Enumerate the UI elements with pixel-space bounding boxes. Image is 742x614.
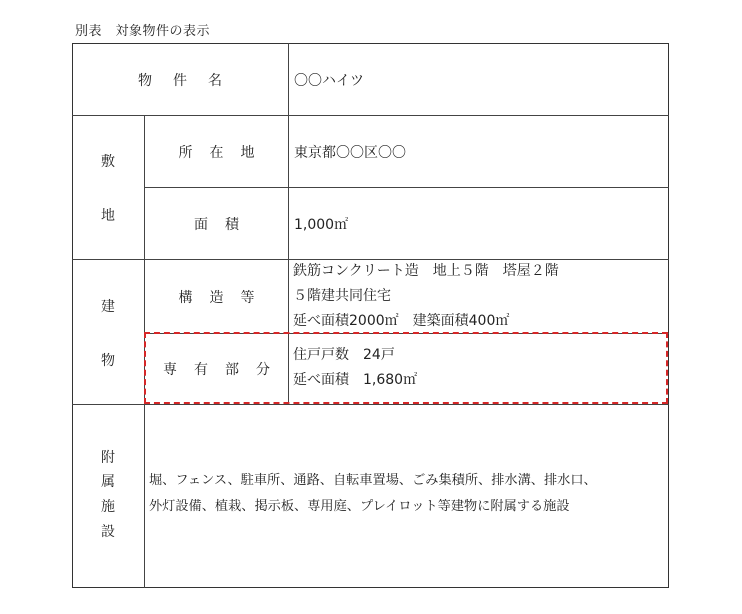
exclusive-line-2: 延べ面積 1,680㎡ (293, 372, 418, 388)
building-group-label-2: 物 (101, 353, 115, 369)
land-group-label-1: 敷 (101, 154, 115, 170)
facilities-line-2: 外灯設備、植栽、掲示板、専用庭、プレイロット等建物に附属する施設 (149, 499, 570, 514)
facilities-label-4: 設 (101, 524, 115, 540)
area-label: 面積 (194, 216, 256, 233)
exclusive-label: 専有部分 (163, 362, 287, 378)
table-caption: 別表 対象物件の表示 (75, 24, 211, 39)
facilities-label-2: 属 (101, 474, 115, 490)
facilities-line-1: 堀、フェンス、駐車所、通路、自転車置場、ごみ集積所、排水溝、排水口、 (149, 473, 597, 488)
facilities-label-1: 附 (101, 450, 115, 466)
location-label: 所在地 (178, 144, 272, 161)
structure-label: 構造等 (178, 289, 272, 306)
structure-line-1: 鉄筋コンクリート造 地上５階 塔屋２階 (293, 263, 559, 279)
divider (72, 404, 669, 405)
area-value: 1,000㎡ (294, 216, 349, 233)
facilities-label-3: 施 (101, 499, 115, 515)
structure-line-3: 延べ面積2000㎡ 建築面積400㎡ (293, 313, 510, 329)
building-group-label-1: 建 (101, 299, 115, 315)
structure-line-2: ５階建共同住宅 (293, 288, 391, 304)
property-name-value: 〇〇ハイツ (294, 72, 364, 89)
property-name-label: 物件名 (138, 72, 243, 89)
land-group-label-2: 地 (101, 208, 115, 224)
exclusive-line-1: 住戸戸数 24戸 (293, 347, 395, 363)
highlight-box (144, 332, 668, 404)
location-value: 東京都〇〇区〇〇 (294, 144, 406, 161)
